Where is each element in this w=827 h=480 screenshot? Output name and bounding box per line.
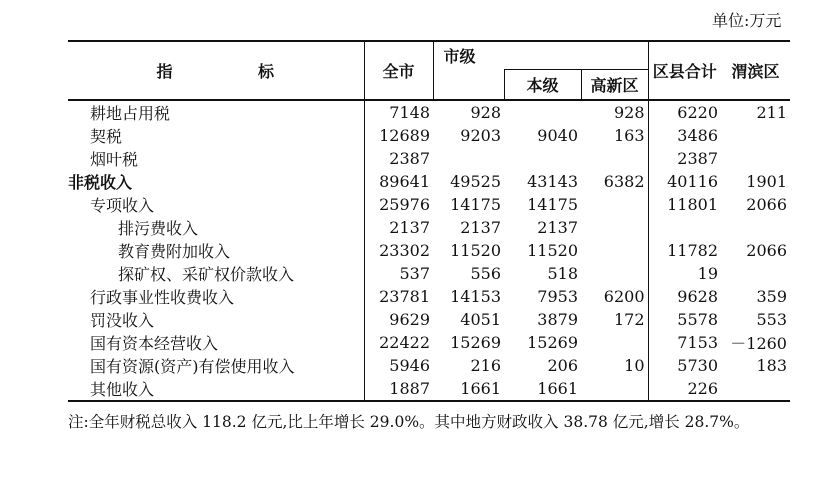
header-city-level: 市级 bbox=[443, 47, 476, 66]
cell-this-level: 43143 bbox=[527, 172, 578, 191]
cell-weibin: 553 bbox=[756, 310, 787, 329]
header-district-total: 区县合计 bbox=[648, 41, 721, 100]
table-row bbox=[68, 285, 790, 308]
header-all-city: 全市 bbox=[364, 41, 433, 100]
cell-this-level bbox=[504, 147, 581, 170]
cell-all-city: 23781 bbox=[364, 285, 433, 308]
cell-this-level: 14175 bbox=[527, 195, 578, 214]
row-label: 专项收入 bbox=[90, 196, 155, 215]
cell-district-total: 226 bbox=[648, 377, 721, 401]
row-label: 耕地占用税 bbox=[90, 104, 171, 123]
cell-high-tech: 172 bbox=[613, 310, 645, 329]
cell-all-city: 2387 bbox=[364, 147, 433, 170]
cell-this-level: 206 bbox=[547, 356, 578, 375]
footnote: 注:全年财税总收入 118.2 亿元,比上年增长 29.0%。其中地方财政收入 38.78 亿元,增长 28.7%。 bbox=[68, 413, 750, 431]
cell-city-level: 11520 bbox=[450, 241, 501, 260]
table-row bbox=[68, 147, 790, 170]
cell-high-tech bbox=[581, 377, 648, 401]
table-row bbox=[68, 216, 790, 239]
cell-high-tech: 928 bbox=[613, 103, 645, 122]
row-label: 其他收入 bbox=[68, 377, 364, 401]
cell-city-level: 928 bbox=[470, 103, 501, 122]
cell-this-level: 11520 bbox=[527, 241, 578, 260]
row-label: 罚没收入 bbox=[90, 311, 155, 330]
cell-all-city: 23302 bbox=[364, 239, 433, 262]
cell-all-city: 89641 bbox=[364, 170, 433, 193]
cell-high-tech bbox=[581, 239, 648, 262]
table-row bbox=[68, 331, 790, 354]
cell-this-level: 7953 bbox=[537, 287, 578, 306]
table-row bbox=[68, 308, 790, 331]
header-this-level: 本级 bbox=[504, 70, 581, 101]
cell-weibin bbox=[721, 147, 790, 170]
row-label: 探矿权、采矿权价款收入 bbox=[118, 265, 295, 284]
row-label: 国有资源(资产)有偿使用收入 bbox=[90, 357, 295, 376]
table-row bbox=[68, 354, 790, 377]
cell-city-level: 216 bbox=[470, 356, 501, 375]
cell-this-level: 3879 bbox=[537, 310, 578, 329]
table-body bbox=[68, 100, 790, 401]
cell-weibin bbox=[721, 124, 790, 147]
cell-all-city: 12689 bbox=[364, 124, 433, 147]
cell-high-tech: 10 bbox=[624, 356, 645, 375]
cell-district-total: 6220 bbox=[648, 100, 721, 124]
row-label: 教育费附加收入 bbox=[118, 242, 231, 261]
header-weibin: 渭滨区 bbox=[731, 62, 780, 81]
cell-weibin bbox=[721, 377, 790, 401]
cell-district-total: 11782 bbox=[648, 239, 721, 262]
cell-all-city: 25976 bbox=[364, 193, 433, 216]
table-row bbox=[68, 239, 790, 262]
cell-city-level: 14153 bbox=[450, 287, 501, 306]
cell-this-level: 2137 bbox=[537, 218, 578, 237]
header-spacer bbox=[433, 70, 504, 101]
cell-district-total: 9628 bbox=[648, 285, 721, 308]
cell-all-city: 2137 bbox=[364, 216, 433, 239]
row-label: 行政事业性收费收入 bbox=[90, 288, 235, 307]
cell-district-total: 5730 bbox=[648, 354, 721, 377]
cell-weibin: 2066 bbox=[746, 241, 787, 260]
revenue-table bbox=[68, 40, 790, 402]
cell-city-level: 49525 bbox=[450, 172, 501, 191]
cell-district-total: 7153 bbox=[648, 331, 721, 354]
cell-all-city: 537 bbox=[364, 262, 433, 285]
table-row bbox=[68, 170, 790, 193]
cell-high-tech: 6382 bbox=[603, 172, 645, 191]
cell-city-level: 9203 bbox=[460, 126, 501, 145]
table-row bbox=[68, 124, 790, 147]
table-header bbox=[68, 41, 790, 100]
cell-all-city: 9629 bbox=[364, 308, 433, 331]
cell-this-level: 1661 bbox=[504, 377, 581, 401]
cell-city-level bbox=[433, 147, 504, 170]
cell-high-tech bbox=[581, 262, 648, 285]
cell-city-level: 4051 bbox=[460, 310, 501, 329]
cell-all-city: 7148 bbox=[364, 100, 433, 124]
header-high-tech: 高新区 bbox=[581, 70, 648, 101]
cell-weibin: －1260 bbox=[730, 334, 787, 353]
cell-high-tech bbox=[581, 147, 648, 170]
unit-label: 单位:万元 bbox=[712, 11, 782, 30]
cell-district-total bbox=[648, 216, 721, 239]
cell-weibin: 183 bbox=[756, 356, 787, 375]
cell-this-level: 518 bbox=[547, 264, 578, 283]
cell-district-total: 19 bbox=[648, 262, 721, 285]
cell-weibin: 211 bbox=[756, 103, 787, 122]
cell-city-level: 556 bbox=[470, 264, 501, 283]
cell-high-tech bbox=[581, 331, 648, 354]
row-label: 排污费收入 bbox=[118, 219, 199, 238]
row-label: 国有资本经营收入 bbox=[90, 334, 219, 353]
cell-high-tech bbox=[581, 193, 648, 216]
cell-high-tech: 6200 bbox=[603, 287, 645, 306]
cell-high-tech: 163 bbox=[613, 126, 645, 145]
row-label: 非税收入 bbox=[68, 173, 133, 192]
cell-city-level: 15269 bbox=[450, 333, 501, 352]
table-row bbox=[68, 100, 790, 124]
cell-all-city: 1887 bbox=[364, 377, 433, 401]
table-row bbox=[68, 377, 790, 401]
cell-high-tech bbox=[581, 216, 648, 239]
cell-weibin bbox=[721, 216, 790, 239]
row-label: 契税 bbox=[90, 127, 123, 146]
cell-all-city: 22422 bbox=[364, 331, 433, 354]
cell-city-level: 2137 bbox=[460, 218, 501, 237]
cell-weibin: 359 bbox=[756, 287, 787, 306]
cell-this-level: 15269 bbox=[527, 333, 578, 352]
cell-district-total: 5578 bbox=[648, 308, 721, 331]
header-indicator: 指 标 bbox=[68, 41, 364, 100]
cell-weibin bbox=[721, 262, 790, 285]
cell-district-total: 40116 bbox=[648, 170, 721, 193]
cell-district-total: 11801 bbox=[648, 193, 721, 216]
cell-city-level: 14175 bbox=[450, 195, 501, 214]
cell-this-level: 9040 bbox=[537, 126, 578, 145]
table-row bbox=[68, 262, 790, 285]
cell-weibin: 1901 bbox=[746, 172, 787, 191]
cell-district-total: 3486 bbox=[648, 124, 721, 147]
cell-city-level: 1661 bbox=[433, 377, 504, 401]
table-row bbox=[68, 193, 790, 216]
row-label: 烟叶税 bbox=[90, 150, 139, 169]
cell-all-city: 5946 bbox=[364, 354, 433, 377]
cell-weibin: 2066 bbox=[746, 195, 787, 214]
cell-this-level bbox=[504, 100, 581, 124]
cell-district-total: 2387 bbox=[648, 147, 721, 170]
